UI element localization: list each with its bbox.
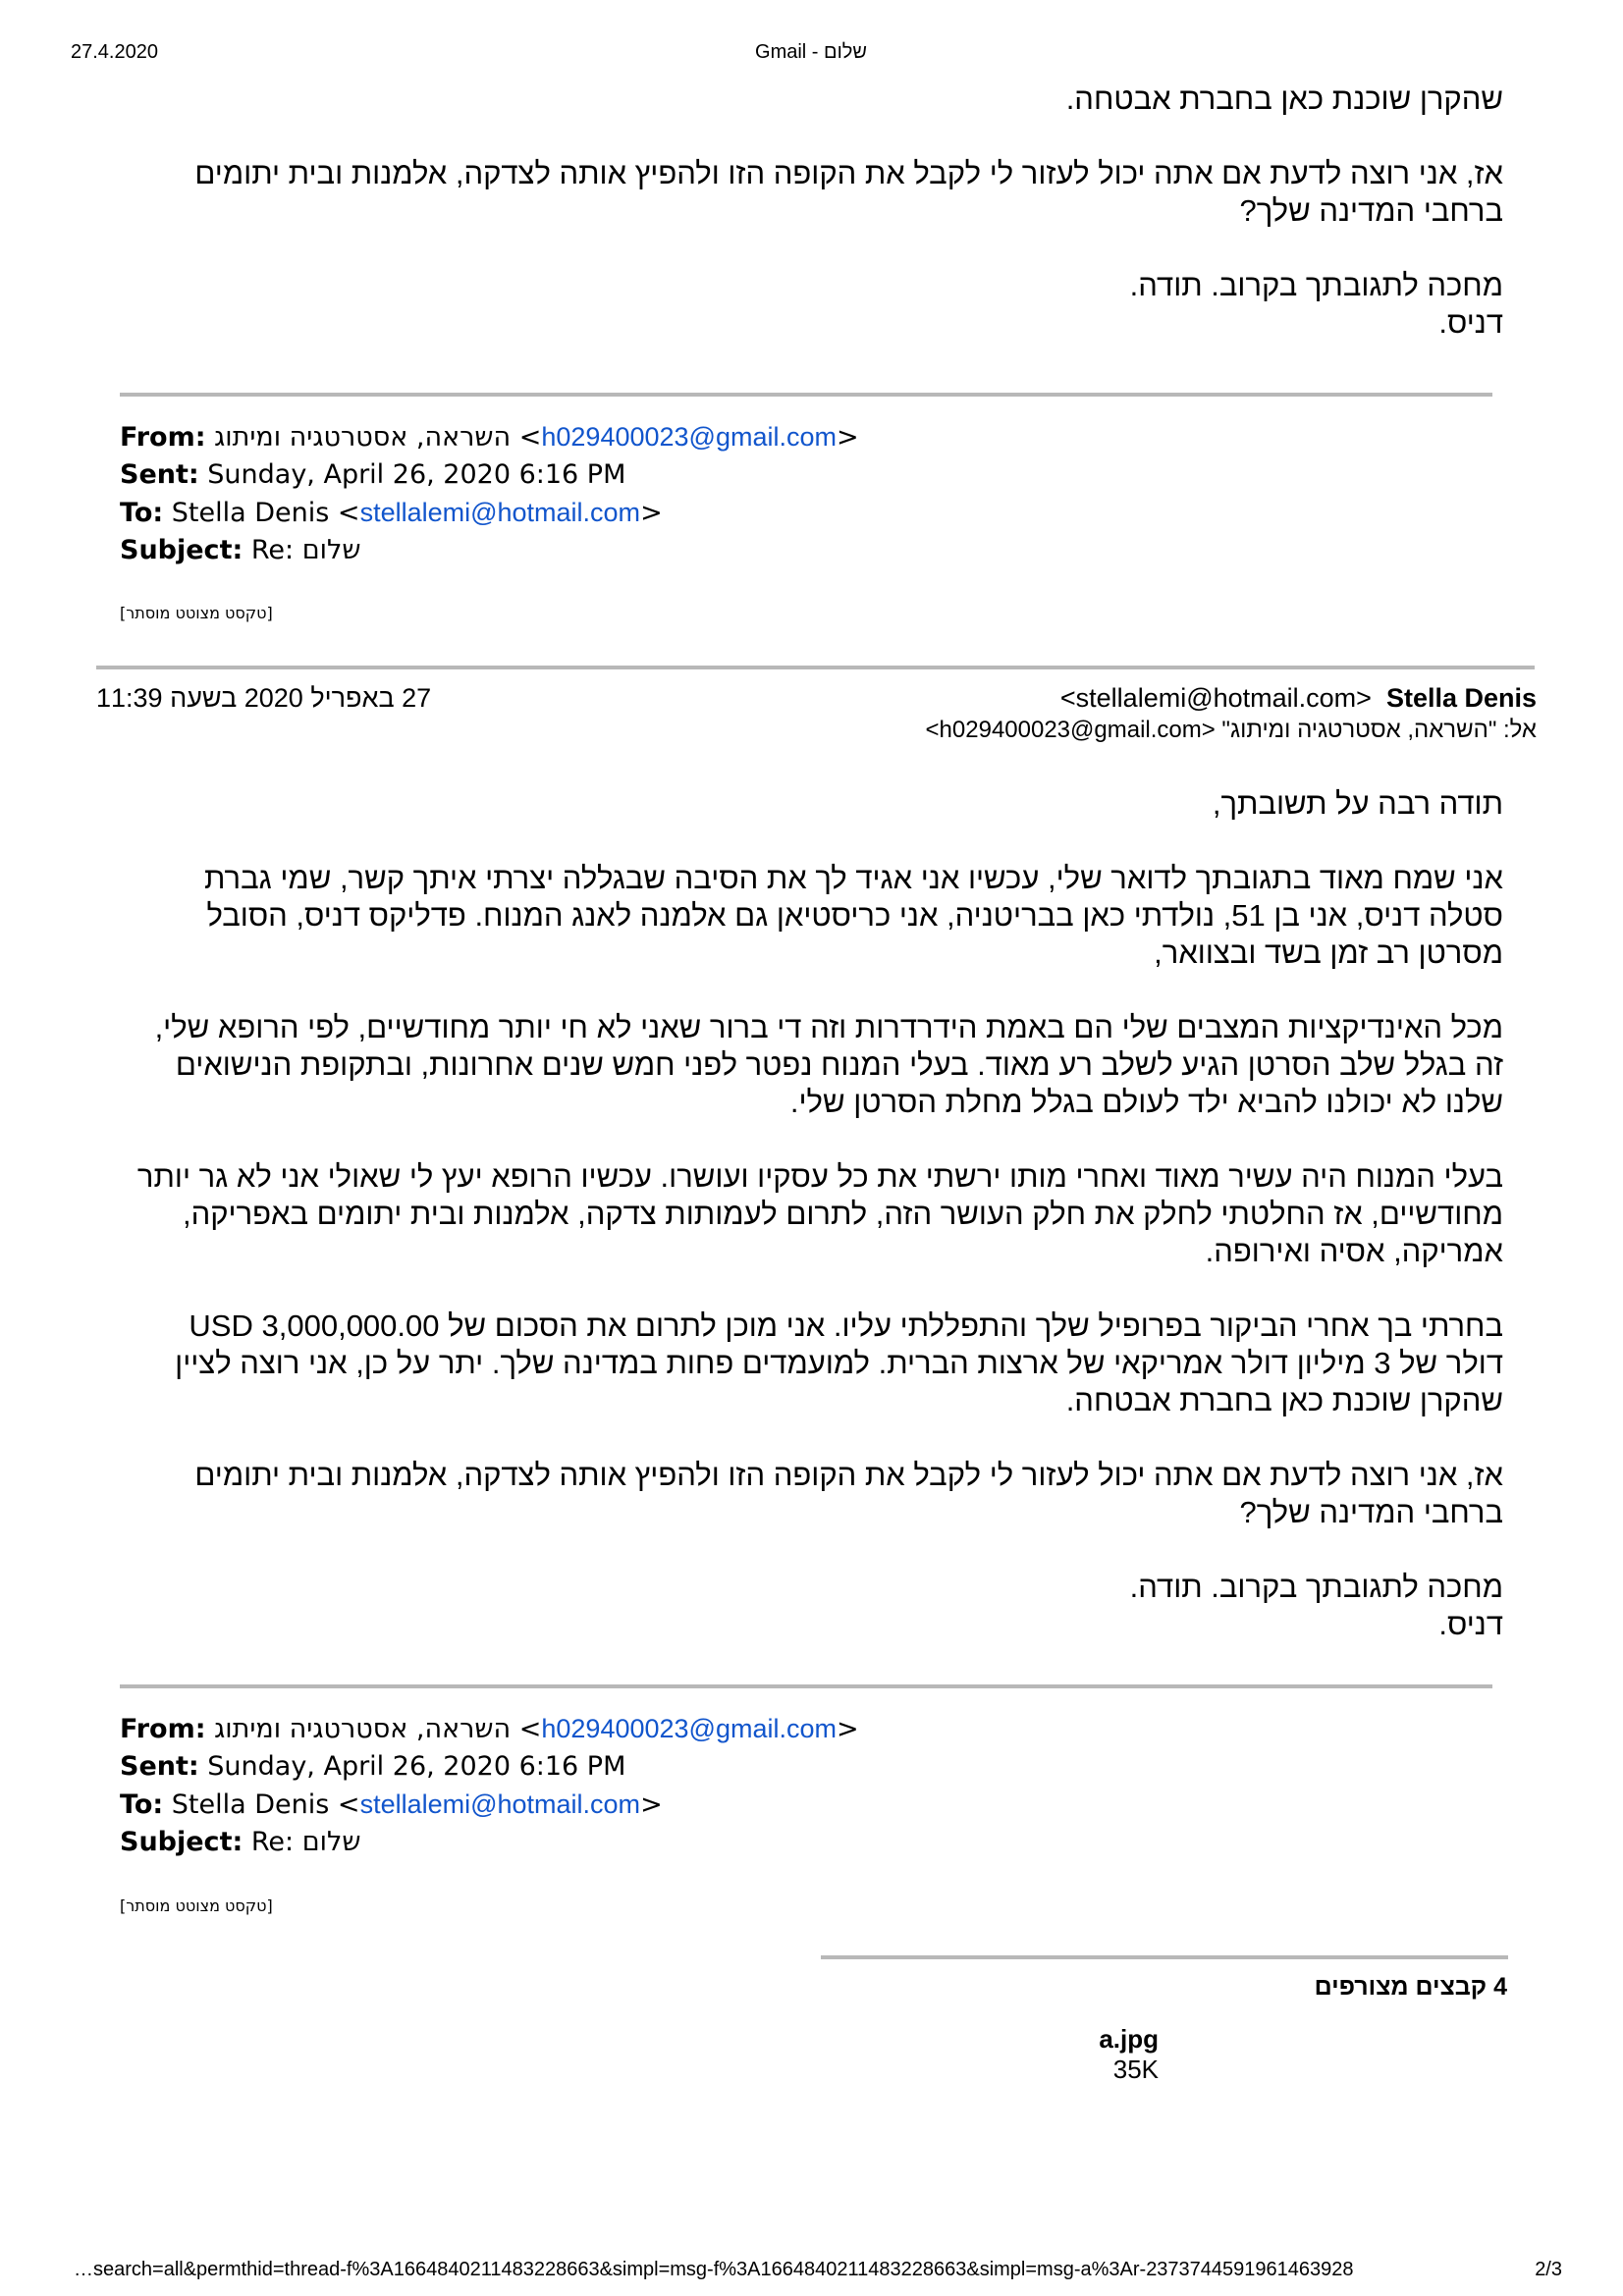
sent-label: Sent: <box>120 1751 199 1782</box>
from-label: From: <box>120 422 206 453</box>
to-label: To: <box>120 1789 164 1820</box>
footer-url: …search=all&permthid=thread-f%3A1664840211483228663&simpl=msg-f%3A1664840211483228663&simpl=msg-a%3Ar-2373744591961463928 <box>74 2259 1354 2280</box>
from-name: השראה, אסטרטגיה ומיתוג <box>214 422 512 453</box>
text-line: מכל האינדיקציות המצבים שלי הם באמת הידרדרות וזה די ברור שאני לא חי יותר מחודשיים, לפי הרופא שלי, <box>154 1010 1503 1044</box>
sender-block <box>1060 683 1537 714</box>
text-line: דניס. <box>1438 305 1503 340</box>
show-quoted-text[interactable]: [טקסט מצוטט מוסתר] <box>120 1896 273 1915</box>
text-line: בעלי המנוח היה עשיר מאוד ואחרי מותו ירשתי את כל עסקיו ועושרו. עכשיו הרופא יעץ לי שאולי אני לא גר יותר <box>136 1159 1503 1194</box>
text-line: מסרטן רב זמן בשד ובצוואר, <box>1154 935 1503 970</box>
text-line: ברחבי המדינה שלך? <box>1239 193 1503 228</box>
from-email-link[interactable]: h029400023@gmail.com <box>541 422 837 452</box>
quote-divider <box>120 393 1492 397</box>
text-line: דולר של 3 מיליון דולר אמריקאי של ארצות הברית. למועמדים פחות במדינה שלך. יתר על כן, אני רוצה לציין <box>175 1346 1503 1380</box>
print-date: 27.4.2020 <box>71 41 158 63</box>
text-line: בחרתי בך אחרי הביקור בפרופיל שלך והתפללתי עליו. אני מוכן לתרום את הסכום של 3,000,000.00 USD <box>189 1308 1503 1343</box>
text-line: אמריקה, אסיה ואירופה. <box>1205 1234 1503 1268</box>
from-email-link[interactable]: h029400023@gmail.com <box>541 1714 837 1743</box>
attachment-item[interactable] <box>1041 2024 1159 2085</box>
quote-divider <box>120 1684 1492 1688</box>
text-line: מחכה לתגובתך בקרוב. תודה. <box>1129 268 1503 302</box>
attachments-divider <box>821 1955 1508 1959</box>
greeting: תודה רבה על תשובתך, <box>1212 786 1503 821</box>
to-name: Stella Denis <box>171 1789 330 1820</box>
quoted-header: From: השראה, אסטרטגיה ומיתוג <h029400023@gmail.com> Sent: Sunday, April 26, 2020 6:16 PM To: Stella Denis <stellalemi@hotmail.com> Subject: Re: שלום <box>120 1714 859 1857</box>
from-label: From: <box>120 1714 206 1744</box>
message-divider <box>96 666 1535 669</box>
text-line: זה בגלל שלב הסרטן הגיע לשלב רע מאוד. בעלי המנוח נפטר לפני חמש שנים אחרונות, ובתקופת הנישואים <box>175 1047 1503 1082</box>
text-line: סטלה דניס, אני בן 51, נולדתי כאן בבריטניה, אני כריסטיאן גם אלמנה לאנג המנוח. פדליקס דניס, הסובל <box>206 898 1503 933</box>
show-quoted-text[interactable]: [טקסט מצוטט מוסתר] <box>120 604 273 622</box>
to-line: אל: "השראה, אסטרטגיה ומיתוג" <h029400023@gmail.com> <box>925 717 1537 743</box>
print-title: שלום - Gmail <box>755 41 867 63</box>
text-line: שהקרן שוכנת כאן בחברת אבטחה. <box>1065 1383 1503 1417</box>
from-name: השראה, אסטרטגיה ומיתוג <box>214 1714 512 1744</box>
text-line: דניס. <box>1438 1607 1503 1641</box>
to-label: To: <box>120 498 164 528</box>
message-body <box>89 785 1503 1643</box>
attachment-size: 35K <box>1112 2055 1159 2084</box>
top-fragment <box>89 80 1503 342</box>
attachment-name[interactable]: a.jpg <box>1099 2024 1159 2054</box>
subject-label: Subject: <box>120 535 243 565</box>
text-line: שלנו לא יכולנו להביא ילד לעולם בגלל מחלת הסרטן שלי. <box>789 1085 1503 1119</box>
sent-label: Sent: <box>120 459 199 490</box>
to-email-link[interactable]: stellalemi@hotmail.com <box>359 1789 641 1819</box>
attachments-heading: 4 קבצים מצורפים <box>1314 1973 1507 2001</box>
sender-name: Stella Denis <box>1385 683 1537 713</box>
sent-value: Sunday, April 26, 2020 6:16 PM <box>207 459 626 490</box>
text-line: מחכה לתגובתך בקרוב. תודה. <box>1129 1570 1503 1604</box>
to-name: Stella Denis <box>171 498 330 528</box>
subject-value: Re: שלום <box>250 1827 361 1857</box>
text-line: מחודשיים, אז החלטתי לחלק את חלק העושר הזה, לתרום לעמותות צדקה, אלמנות ובית יתומים באפריקה, <box>182 1197 1503 1231</box>
message-date: 27 באפריל 2020 בשעה 11:39 <box>96 683 432 713</box>
text-line: שהקרן שוכנת כאן בחברת אבטחה. <box>1065 81 1503 116</box>
text-line: ברחבי המדינה שלך? <box>1239 1495 1503 1529</box>
subject-value: Re: שלום <box>250 535 361 565</box>
subject-label: Subject: <box>120 1827 243 1857</box>
text-line: אז, אני רוצה לדעת אם אתה יכול לעזור לי לקבל את הקופה הזו ולהפיץ אותה לצדקה, אלמנות ובית יתומים <box>194 1458 1503 1492</box>
to-email-link[interactable]: stellalemi@hotmail.com <box>359 498 641 527</box>
sent-value: Sunday, April 26, 2020 6:16 PM <box>207 1751 626 1782</box>
sender-email: <stellalemi@hotmail.com> <box>1059 683 1372 713</box>
quoted-header: From: השראה, אסטרטגיה ומיתוג <h029400023@gmail.com> Sent: Sunday, April 26, 2020 6:16 PM To: Stella Denis <stellalemi@hotmail.com> Subject: Re: שלום <box>120 422 859 565</box>
text-line: אני שמח מאוד בתגובתך לדואר שלי, עכשיו אני אגיד לך את הסיבה שבגללה יצרתי איתך קשר, שמי גברת <box>204 861 1503 895</box>
page-number: 2/3 <box>1535 2259 1562 2280</box>
text-line: אז, אני רוצה לדעת אם אתה יכול לעזור לי לקבל את הקופה הזו ולהפיץ אותה לצדקה, אלמנות ובית יתומים <box>194 156 1503 190</box>
